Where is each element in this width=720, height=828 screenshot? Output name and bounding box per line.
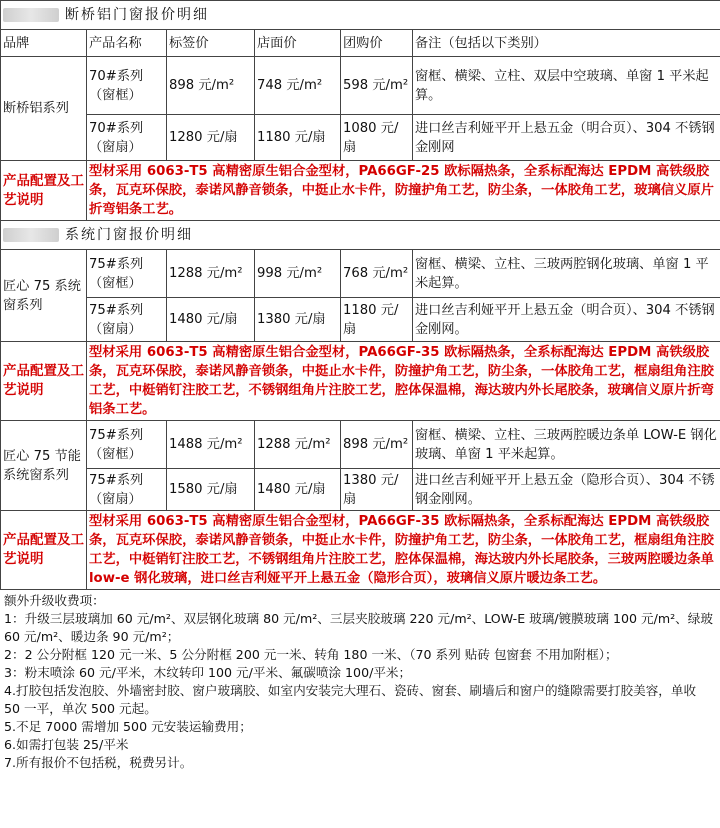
note: 进口丝吉利娅平开上悬五金（明合页）、304 不锈钢金刚网 xyxy=(413,115,720,161)
section1-title-row xyxy=(1,1,720,30)
table-row xyxy=(1,298,720,342)
product-name: 75#系列（窗框） xyxy=(87,250,167,298)
store-price: 1380 元/扇 xyxy=(255,298,341,342)
store-price: 1288 元/m² xyxy=(255,421,341,469)
product-name: 70#系列（窗框） xyxy=(87,57,167,115)
group-price: 598 元/m² xyxy=(341,57,413,115)
group-price: 768 元/m² xyxy=(341,250,413,298)
note: 窗框、横梁、立柱、双层中空玻璃、单窗 1 平米起算。 xyxy=(413,57,720,115)
note-line: 1：升级三层玻璃加 60 元/m²、双层钢化玻璃 80 元/m²、三层夹胶玻璃 220 元/m²、LOW-E 玻璃/镀膜玻璃 100 元/m²、绿玻 60 元/m²、暖边条 90 元/m²； xyxy=(4,611,713,644)
tag-price: 1580 元/扇 xyxy=(167,469,255,511)
tag-price: 898 元/m² xyxy=(167,57,255,115)
upgrade-notes xyxy=(0,590,720,772)
note: 进口丝吉利娅平开上悬五金（明合页）、304 不锈钢金刚网。 xyxy=(413,298,720,342)
store-price: 1480 元/扇 xyxy=(255,469,341,511)
config-row xyxy=(1,511,720,590)
config-label: 产品配置及工艺说明 xyxy=(1,511,87,590)
section2-title: 系统门窗报价明细 xyxy=(65,226,193,243)
notes-heading: 额外升级收费项： xyxy=(4,593,105,608)
store-price: 748 元/m² xyxy=(255,57,341,115)
config-text: 型材采用 6063-T5 高精密原生铝合金型材，PA66GF-35 欧标隔热条，全系标配海达 EPDM 高铁级胶条，瓦克环保胶，泰诺风静音锁条，中挺止水卡件，防撞护角工艺，防尘条，一体胶角工艺，框扇组角注胶工艺，中梃销钉注胶工艺，不锈钢组角片注胶工艺，腔体保温棉，海达玻内外长尾胶条，玻璃信义原片折弯铝条工艺。 xyxy=(87,342,720,421)
header-brand: 品牌 xyxy=(1,30,87,57)
group-price: 898 元/m² xyxy=(341,421,413,469)
section2-title-row xyxy=(1,221,720,250)
note-line: 2：2 公分附框 120 元一米、5 公分附框 200 元一米、转角 180 一米、（70 系列 贴砖 包窗套 不用加附框）； xyxy=(4,647,618,662)
table-row xyxy=(1,469,720,511)
product-name: 75#系列（窗框） xyxy=(87,421,167,469)
config-text: 型材采用 6063-T5 高精密原生铝合金型材，PA66GF-25 欧标隔热条，全系标配海达 EPDM 高铁级胶条，瓦克环保胶，泰诺风静音锁条，中挺止水卡件，防撞护角工艺，防尘条，一体胶角工艺，玻璃信义原片折弯铝条工艺。 xyxy=(87,161,720,221)
header-product: 产品名称 xyxy=(87,30,167,57)
note-line: 7.所有报价不包括税，税费另计。 xyxy=(4,755,193,770)
table-row xyxy=(1,115,720,161)
section1-title: 断桥铝门窗报价明细 xyxy=(65,6,209,23)
config-text: 型材采用 6063-T5 高精密原生铝合金型材，PA66GF-35 欧标隔热条，全系标配海达 EPDM 高铁级胶条，瓦克环保胶，泰诺风静音锁条，中挺止水卡件，防撞护角工艺，防尘条，一体胶角工艺，框扇组角注胶工艺，中梃销钉注胶工艺，不锈钢组角片注胶工艺，腔体保温棉，海达玻内外长尾胶条，三玻两腔暖边条单 low-e 钢化玻璃，进口丝吉利娅平开上悬五金（隐形合页），玻璃信义原片暖边条工艺。 xyxy=(87,511,720,590)
product-name: 75#系列（窗扇） xyxy=(87,469,167,511)
brand-cell: 匠心 75 节能系统窗系列 xyxy=(1,421,87,511)
note: 窗框、横梁、立柱、三玻两腔钢化玻璃、单窗 1 平米起算。 xyxy=(413,250,720,298)
tag-price: 1280 元/扇 xyxy=(167,115,255,161)
config-row xyxy=(1,342,720,421)
table-row xyxy=(1,57,720,115)
group-price: 1080 元/扇 xyxy=(341,115,413,161)
header-note: 备注（包括以下类别） xyxy=(413,30,720,57)
group-price: 1180 元/扇 xyxy=(341,298,413,342)
tag-price: 1288 元/m² xyxy=(167,250,255,298)
config-label: 产品配置及工艺说明 xyxy=(1,342,87,421)
note-line: 4.打胶包括发泡胶、外墙密封胶、窗户玻璃胶、如室内安装完大理石、瓷砖、窗套、刷墙后和窗户的缝隙需要打胶美容，单收 50 一平，单次 500 元起。 xyxy=(4,683,697,716)
table-row xyxy=(1,250,720,298)
note: 窗框、横梁、立柱、三玻两腔暖边条单 LOW-E 钢化玻璃、单窗 1 平米起算。 xyxy=(413,421,720,469)
config-row xyxy=(1,161,720,221)
note-line: 3：粉末喷涂 60 元/平米，木纹转印 100 元/平米、氟碳喷涂 100/平米； xyxy=(4,665,412,680)
blurred-logo xyxy=(3,228,59,242)
product-name: 70#系列（窗扇） xyxy=(87,115,167,161)
store-price: 1180 元/扇 xyxy=(255,115,341,161)
tag-price: 1488 元/m² xyxy=(167,421,255,469)
brand-cell: 断桥铝系列 xyxy=(1,57,87,161)
note: 进口丝吉利娅平开上悬五金（隐形合页）、304 不锈钢金刚网。 xyxy=(413,469,720,511)
blurred-logo xyxy=(3,8,59,22)
group-price: 1380 元/扇 xyxy=(341,469,413,511)
product-name: 75#系列（窗扇） xyxy=(87,298,167,342)
note-line: 6.如需打包装 25/平米 xyxy=(4,737,129,752)
tag-price: 1480 元/扇 xyxy=(167,298,255,342)
table-header-row xyxy=(1,30,720,57)
header-store-price: 店面价 xyxy=(255,30,341,57)
brand-cell: 匠心 75 系统窗系列 xyxy=(1,250,87,342)
config-label: 产品配置及工艺说明 xyxy=(1,161,87,221)
note-line: 5.不足 7000 需增加 500 元安装运输费用； xyxy=(4,719,252,734)
store-price: 998 元/m² xyxy=(255,250,341,298)
header-group-price: 团购价 xyxy=(341,30,413,57)
header-tag-price: 标签价 xyxy=(167,30,255,57)
table-row xyxy=(1,421,720,469)
